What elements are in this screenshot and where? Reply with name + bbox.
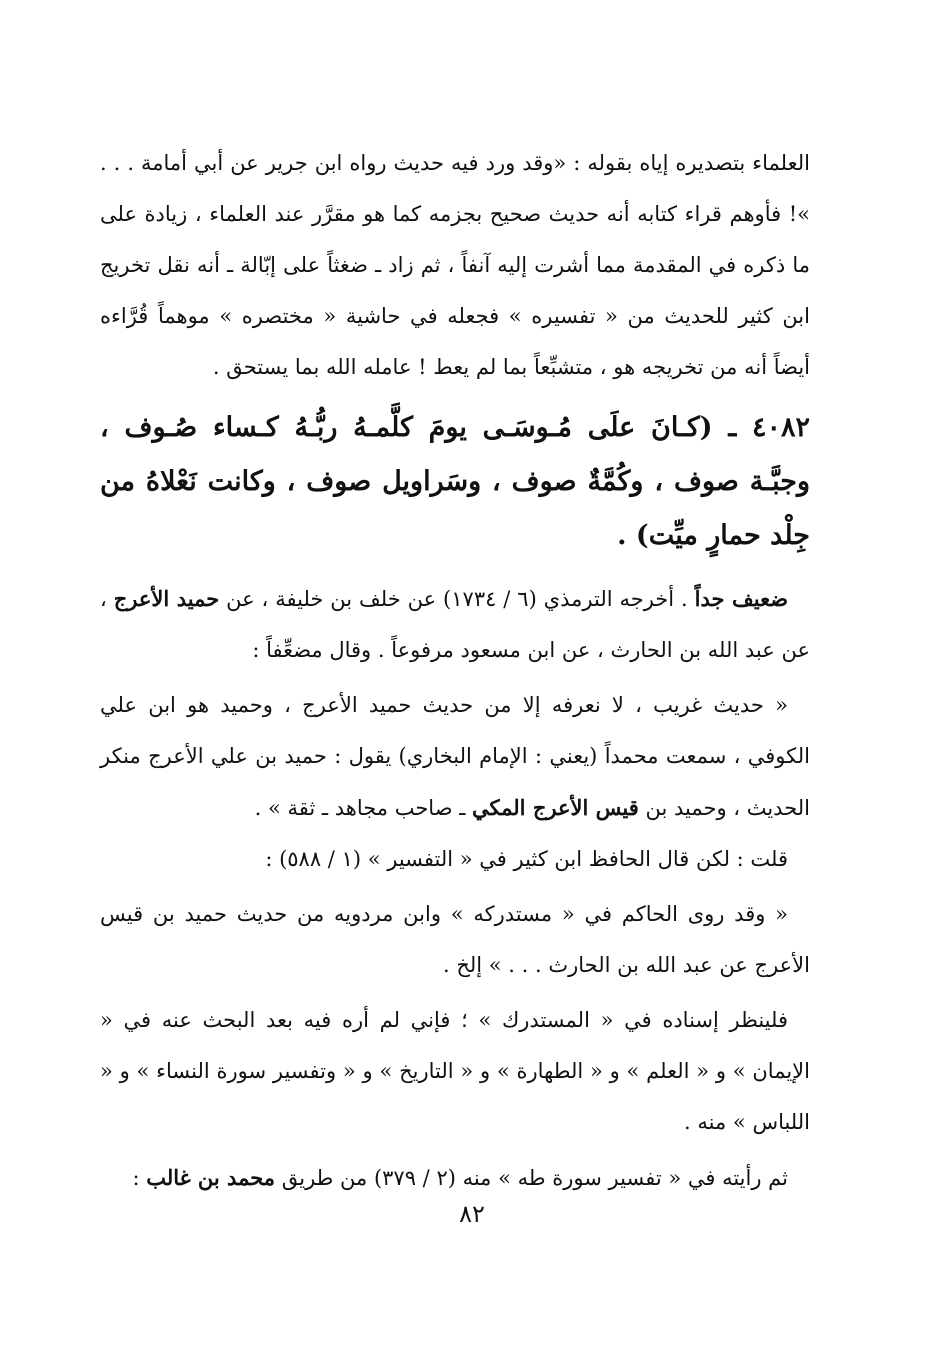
page-body [100, 138, 810, 1204]
narrator-name-emphasis: قيس الأعرج المكي [472, 795, 639, 820]
narrator-name: حميد الأعرج [113, 586, 220, 611]
hadith-text: ٤٠٨٢ ـ (كـانَ علَى مُـوسَـى يومَ كلَّمـهُ ربُّـهُ كـساء صُـوف ، وجبَّـة صوف ، وكُمَّةٌ صوف ، وسَراويل صوف ، وكانت نَعْلاهُ من جِلْد حمارٍ ميِّت) . [100, 412, 810, 551]
final-text: ثم رأيته في « تفسير سورة طه » منه (٢ / ٣٧٩) من طريق [275, 1166, 788, 1190]
grade-text-tail: ، عن عبد الله بن الحارث ، عن ابن مسعود مرفوعاً . وقال مضعِّفاً : [100, 587, 810, 662]
final-paragraph [100, 1152, 810, 1204]
ibn-kathir-note: قلت : لكن قال الحافظ ابن كثير في « التفسير » (١ / ٥٨٨) : [265, 847, 788, 871]
grade-label: ضعيف جداً [694, 586, 789, 611]
search-note: فلينظر إسناده في « المستدرك » ؛ فإني لم أره فيه بعد البحث عنه في « الإيمان » و « العلم » و « الطهارة » و « التاريخ » و « وتفسير سورة النساء » و « اللباس » منه . [100, 1008, 810, 1134]
narrator-name-final: محمد بن غالب [146, 1165, 276, 1190]
grading-paragraph [100, 573, 810, 676]
page-number: ٨٢ [459, 1200, 485, 1228]
grade-text: . أخرجه الترمذي (٦ / ١٧٣٤) عن خلف بن خليفة ، عن [219, 587, 695, 611]
intro-paragraph: العلماء بتصديره إياه بقوله : «وقد ورد فيه حديث رواه ابن جرير عن أبي أمامة . . . »! فأوهم قراء كتابه أنه حديث صحيح بجزمه كما هو مقرَّر عند العلماء ، زيادة على ما ذكره في المقدمة مما أشرت إليه آنفاً ، ثم زاد ـ ضغثاً على إبّالة ـ أنه نقل تخريج ابن كثير للحديث من « تفسيره » فجعله في حاشية « مختصره » موهماً قُرَّاءه أيضاً أنه من تخريجه هو ، متشبِّعاً بما لم يعط ! عامله الله بما يستحق . [100, 151, 810, 379]
final-text-tail: : [132, 1166, 147, 1190]
ibn-kathir-quote: « وقد روى الحاكم في « مستدركه » وابن مردويه من حديث حميد بن قيس الأعرج عن عبد الله بن الحارث . . . » إلخ . [100, 902, 810, 977]
tirmidhi-quote-tail: ـ صاحب مجاهد ـ ثقة » . [254, 796, 473, 820]
tirmidhi-quote [100, 680, 810, 834]
tirmidhi-quote-text: « حديث غريب ، لا نعرفه إلا من حديث حميد الأعرج ، وحميد هو ابن علي الكوفي ، سمعت محمداً (يعني : الإمام البخاري) يقول : حميد بن علي الأعرج منكر الحديث ، وحميد بن [100, 693, 810, 820]
